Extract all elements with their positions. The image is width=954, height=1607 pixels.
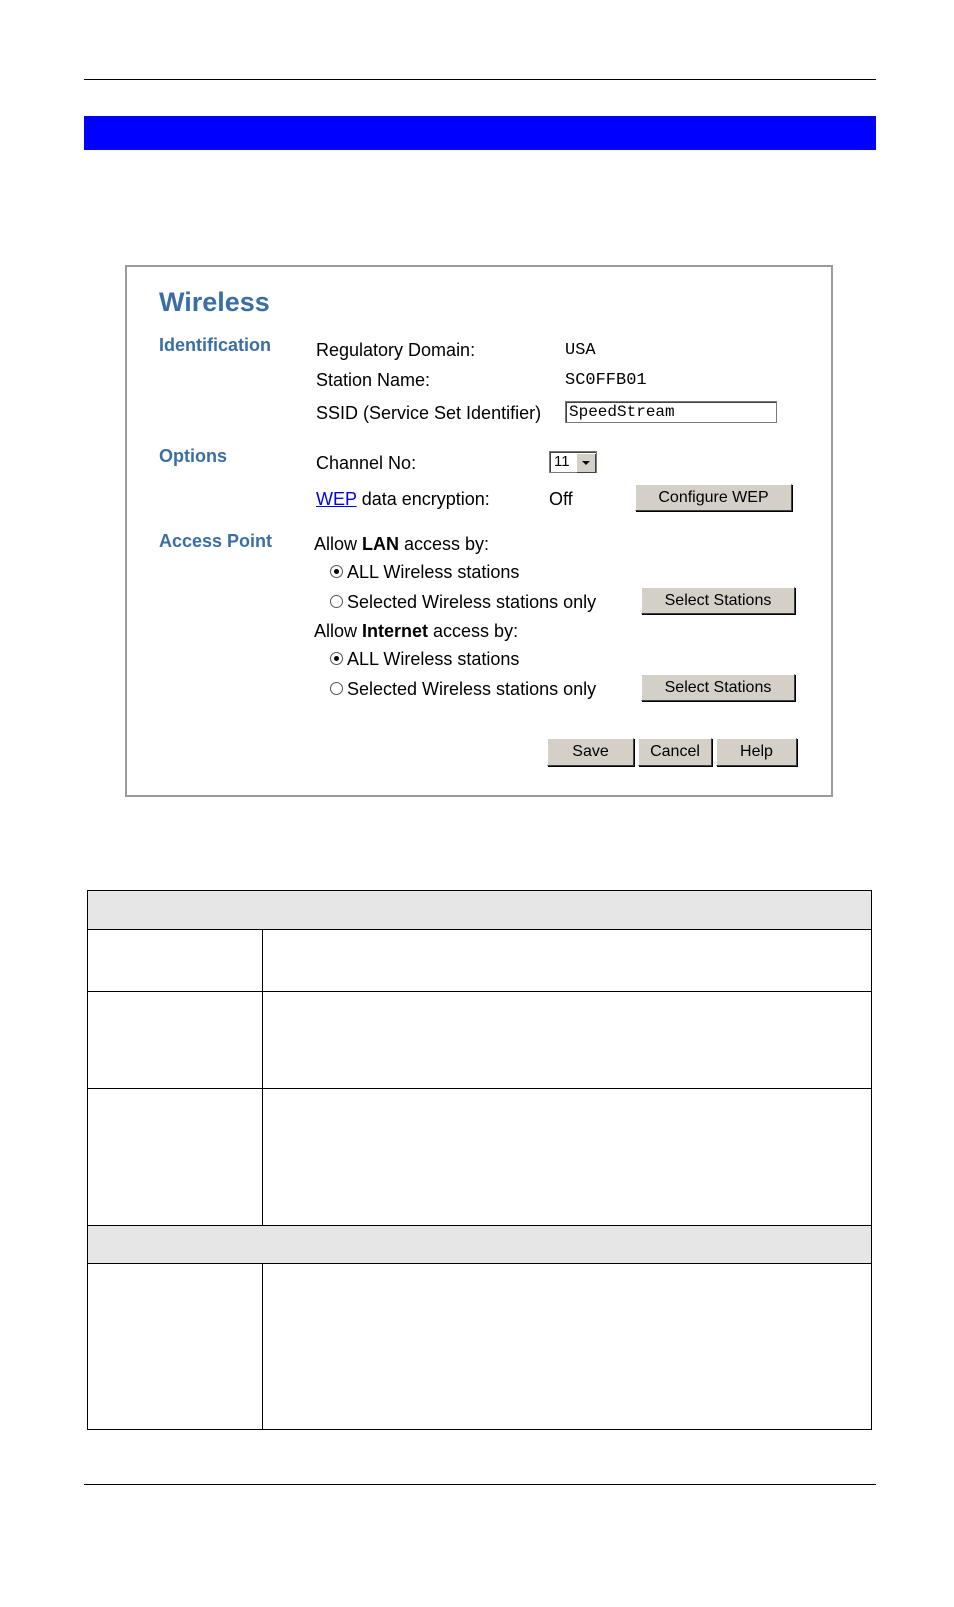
settings-table	[87, 890, 872, 1430]
internet-selected-option[interactable]	[330, 679, 596, 700]
wep-label-text: data encryption:	[356, 489, 490, 509]
lan-all-label: ALL Wireless stations	[347, 562, 520, 582]
radio-selected-icon[interactable]	[330, 652, 343, 665]
wep-link[interactable]: WEP	[316, 489, 357, 509]
channel-value: 11	[554, 453, 570, 470]
save-button[interactable]: Save	[547, 738, 634, 766]
bottom-rule	[84, 1484, 876, 1485]
table-row	[88, 1264, 871, 1429]
internet-bold: Internet	[362, 621, 429, 641]
internet-prefix: Allow	[314, 621, 363, 641]
table-header-row	[88, 891, 871, 930]
wireless-panel	[125, 265, 833, 797]
radio-unselected-icon[interactable]	[330, 595, 343, 608]
lan-select-stations-button[interactable]: Select Stations	[641, 587, 795, 614]
table-header-row	[88, 1226, 871, 1264]
ssid-label: SSID (Service Set Identifier)	[316, 403, 542, 423]
wep-status: Off	[549, 489, 573, 509]
cancel-button[interactable]: Cancel	[638, 738, 712, 766]
ssid-input[interactable]	[565, 401, 777, 423]
lan-selected-label: Selected Wireless stations only	[347, 592, 597, 612]
lan-access-label	[314, 534, 489, 555]
table-row	[88, 930, 871, 992]
lan-selected-option[interactable]	[330, 592, 596, 613]
configure-wep-button[interactable]: Configure WEP	[635, 484, 792, 511]
lan-all-option[interactable]	[330, 562, 519, 583]
internet-suffix: access by:	[428, 621, 519, 641]
internet-all-option[interactable]	[330, 649, 519, 670]
station-name-value: SC0FFB01	[565, 371, 647, 390]
section-access-point: Access Point	[159, 531, 273, 551]
regulatory-domain-label: Regulatory Domain:	[316, 340, 476, 360]
top-rule	[84, 79, 876, 80]
internet-access-label	[314, 621, 518, 642]
table-row	[88, 992, 871, 1089]
radio-unselected-icon[interactable]	[330, 682, 343, 695]
internet-selected-label: Selected Wireless stations only	[347, 679, 597, 699]
lan-suffix: access by:	[399, 534, 490, 554]
station-name-label: Station Name:	[316, 370, 431, 390]
lan-bold: LAN	[362, 534, 400, 554]
section-options: Options	[159, 446, 227, 466]
lan-prefix: Allow	[314, 534, 363, 554]
channel-select[interactable]	[549, 451, 597, 473]
internet-all-label: ALL Wireless stations	[347, 649, 520, 669]
chevron-down-icon[interactable]	[576, 453, 595, 472]
section-identification: Identification	[159, 335, 271, 355]
page-title: Wireless	[159, 287, 270, 317]
internet-select-stations-button[interactable]: Select Stations	[641, 674, 795, 701]
help-button[interactable]: Help	[716, 738, 797, 766]
wep-label	[316, 489, 490, 510]
radio-selected-icon[interactable]	[330, 565, 343, 578]
regulatory-domain-value: USA	[565, 341, 596, 360]
channel-label: Channel No:	[316, 453, 417, 473]
chapter-header-bar	[84, 116, 876, 150]
table-row	[88, 1089, 871, 1226]
